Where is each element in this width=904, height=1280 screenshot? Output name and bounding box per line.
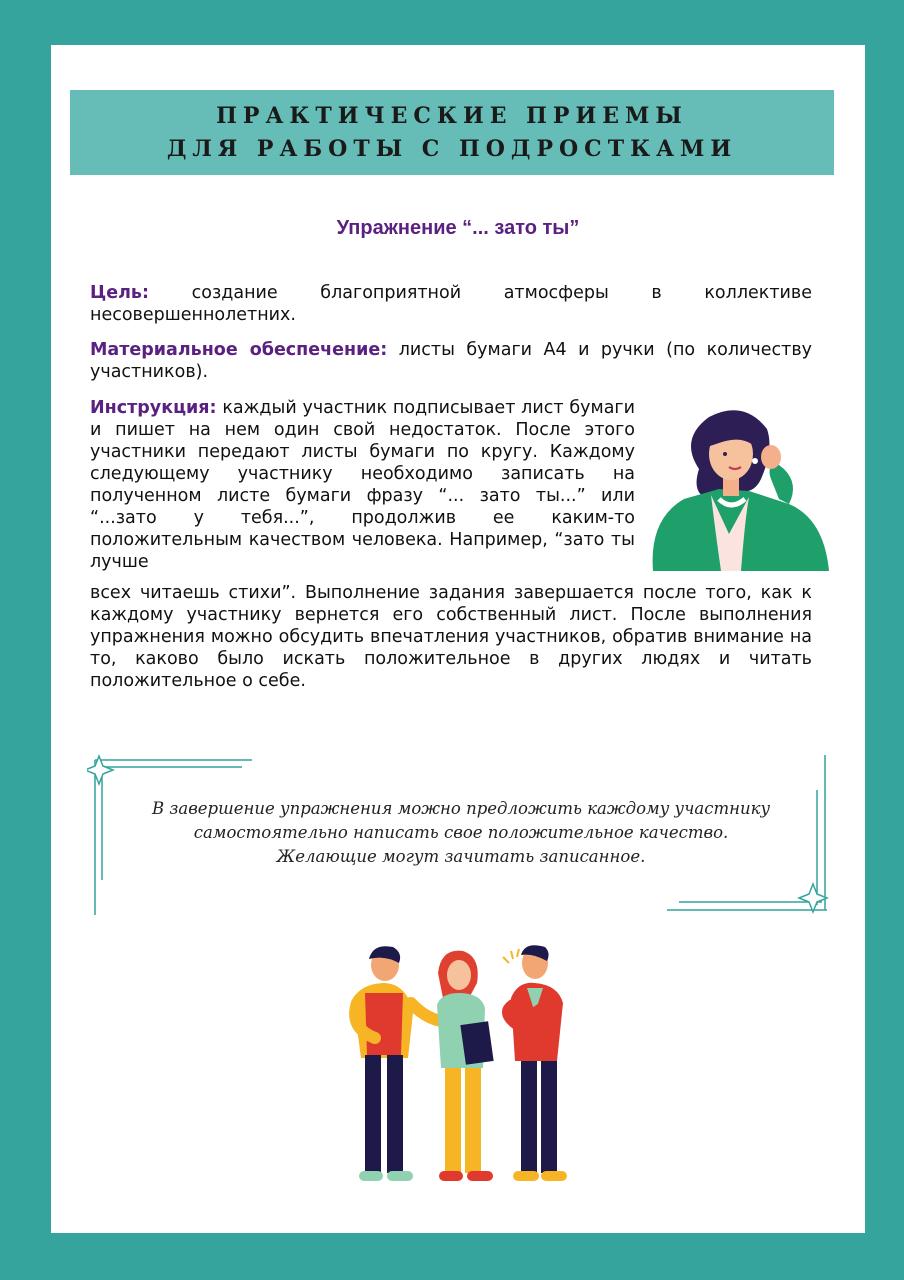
person-middle	[437, 951, 494, 1181]
instruction-text-part1: каждый участник подписывает лист бумаги и пишет на нем один свой недостаток. После этого участники передают листы бумаги по кругу. Каждому следующему участнику необходимо записать на полученном листе бумаги фразу “... зато ты...” или “...зато у тебя...”, продолжив ее каким-то положительным качеством человека. Например, “зато ты лучше	[90, 398, 635, 572]
note-line-1: В завершение упражнения можно предложить каждому участнику	[151, 799, 771, 818]
exercise-title: Упражнение “... зато ты”	[336, 217, 580, 239]
instruction-continued	[90, 582, 812, 692]
materials-text: листы бумаги А4 и ручки (по количеству участников).	[90, 340, 812, 382]
goal-text: создание благоприятной атмосферы в коллективе несовершеннолетних.	[90, 283, 812, 325]
instruction-label: Инструкция:	[90, 398, 217, 418]
goal-label: Цель:	[90, 283, 149, 303]
note-line-2: самостоятельно написать свое положительное качество.	[193, 823, 729, 842]
materials-label: Материальное обеспечение:	[90, 340, 388, 360]
closing-note	[111, 797, 811, 869]
instruction-paragraph	[90, 397, 635, 573]
three-people-illustration	[313, 943, 595, 1191]
banner-title-line2: ДЛЯ РАБОТЫ С ПОДРОСТКАМИ	[166, 135, 738, 162]
page-card	[51, 45, 865, 1233]
materials-paragraph	[90, 339, 812, 383]
note-line-3: Желающие могут зачитать записанное.	[276, 847, 646, 866]
instruction-text-part2: всех читаешь стихи”. Выполнение задания завершается после того, как к каждому участнику вернется его собственный лист. После выполнения упражнения можно обсудить впечатления участников, обратив внимание на то, каково было искать положительное в других людях и читать положительное о себе.	[90, 583, 812, 691]
person-right	[503, 945, 567, 1181]
banner-title-line1: ПРАКТИЧЕСКИЕ ПРИЕМЫ	[216, 102, 688, 129]
person-left	[353, 946, 441, 1181]
goal-paragraph	[90, 282, 812, 326]
woman-pointing-illustration	[649, 399, 831, 571]
title-banner	[70, 90, 834, 175]
